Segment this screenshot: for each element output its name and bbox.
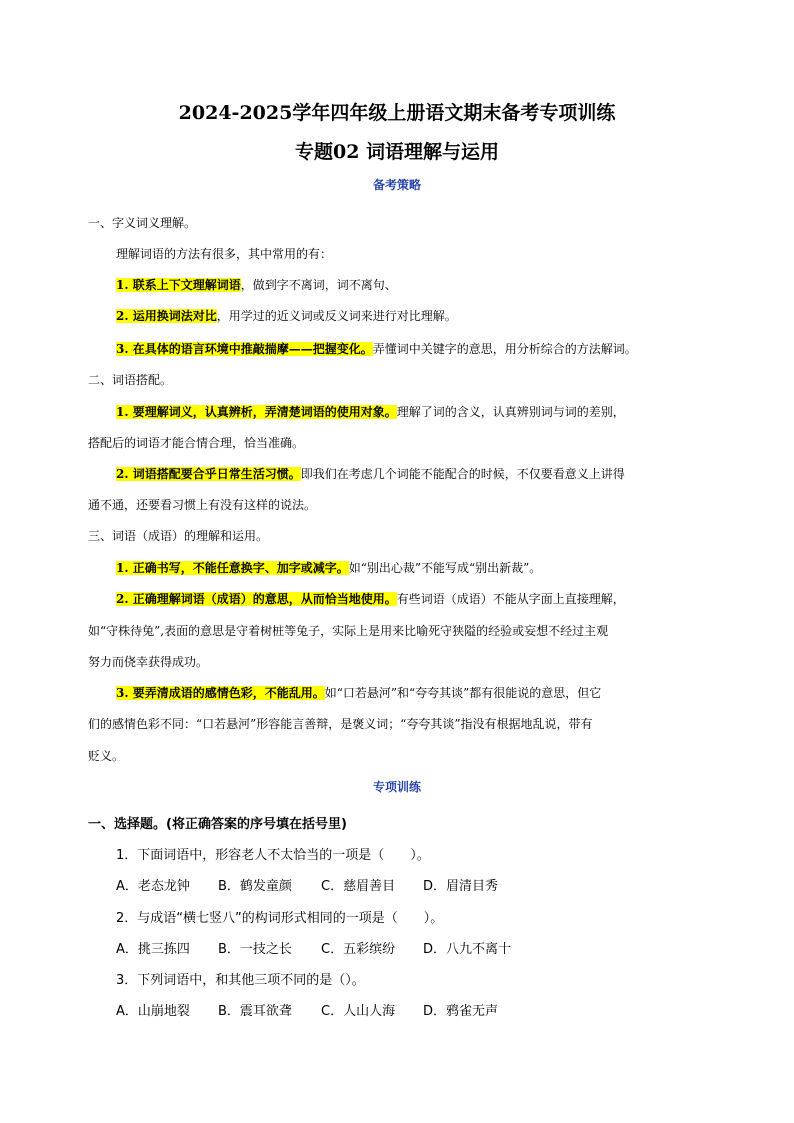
method-3-text: 弄懂词中关键字的意思，用分析综合的方法解词。 [372,342,637,356]
question-2-options [116,942,511,958]
option-b[interactable]: B．一技之长 [218,942,292,957]
collocation-1-highlight: 1. 要理解词义，认真辨析，弄清楚词语的使用对象。 [116,405,397,419]
method-1-highlight: 1. 联系上下文理解词语 [116,278,241,292]
training-heading: 专项训练 [372,780,421,794]
idiom-3-highlight: 3. 要弄清成语的感情色彩，不能乱用。 [116,686,325,700]
question-3-stem: 3．下列词语中，和其他三项不同的是（）。 [116,973,365,988]
question-3-options [116,1004,498,1020]
choice-section-title: 一、选择题。(将正确答案的序号填在括号里) [88,817,347,832]
method-1 [116,277,397,293]
idiom-point-1 [116,560,541,576]
collocation-1-continuation: 搭配后的词语才能合情合理，恰当准确。 [88,436,305,450]
option-d[interactable]: D．鸦雀无声 [423,1004,499,1019]
section-2-title: 二、词语搭配。 [88,373,173,387]
method-2-highlight: 2. 运用换词法对比 [116,309,217,323]
option-c[interactable]: C．慈眉善目 [321,879,396,894]
idiom-2-continuation-1: 如“守株待兔”,表面的意思是守着树桩等兔子，实际上是用来比喻死守狭隘的经验或妄想不经过主观 [88,624,609,638]
method-1-text: ，做到字不离词，词不离句、 [240,278,397,292]
page-subtitle: 专题02 词语理解与运用 [294,141,500,163]
option-c[interactable]: C．人山人海 [321,1004,396,1019]
idiom-2-continuation-2: 努力而侥幸获得成功。 [88,655,209,669]
option-a[interactable]: A．山崩地裂 [116,1004,190,1019]
method-2-text: ，用学过的近义词或反义词来进行对比理解。 [216,309,457,323]
idiom-2-text: 有些词语（成语）不能从字面上直接理解， [396,592,625,606]
method-3-highlight: 3. 在具体的语言环境中推敲揣摩——把握变化。 [116,342,373,356]
collocation-point-1 [116,404,625,420]
collocation-2-highlight: 2. 词语搭配要合乎日常生活习惯。 [116,467,301,481]
idiom-2-highlight: 2. 正确理解词语（成语）的意思，从而恰当地使用。 [116,592,397,606]
method-2 [116,308,457,324]
section-1-intro: 理解词语的方法有很多，其中常用的有： [116,247,333,261]
method-3 [116,341,637,357]
idiom-3-continuation-1: 们的感情色彩不同：“口若悬河”形容能言善辩，是褒义词；“夸夸其谈”指没有根据地乱说，带有 [88,717,593,731]
idiom-3-text: 如“口若悬河”和“夸夸其谈”都有很能说的意思，但它 [324,686,602,700]
option-c[interactable]: C．五彩缤纷 [321,942,396,957]
collocation-2-continuation: 通不通，还要看习惯上有没有这样的说法。 [88,498,317,512]
option-a[interactable]: A．挑三拣四 [116,942,190,957]
option-d[interactable]: D．八九不离十 [423,942,512,957]
question-1-stem: 1．下面词语中，形容老人不太恰当的一项是（ ）。 [116,848,430,863]
page-title: 2024-2025学年四年级上册语文期末备考专项训练 [178,102,616,124]
idiom-point-3 [116,685,601,701]
option-b[interactable]: B．鹤发童颜 [218,879,292,894]
collocation-point-2 [116,466,625,482]
idiom-3-continuation-2: 贬义。 [88,749,125,763]
collocation-1-text: 理解了词的含义，认真辨别词与词的差别， [396,405,625,419]
option-b[interactable]: B．震耳欲聋 [218,1004,292,1019]
option-d[interactable]: D．眉清目秀 [423,879,499,894]
section-3-title: 三、词语（成语）的理解和运用。 [88,529,269,543]
option-a[interactable]: A．老态龙钟 [116,879,190,894]
collocation-2-text: 即我们在考虑几个词能不能配合的时候，不仅要看意义上讲得 [300,467,625,481]
idiom-1-text: 如“别出心裁”不能写成“别出新裁”。 [348,561,542,575]
section-1-title: 一、字义词义理解。 [88,216,197,230]
idiom-point-2 [116,591,625,607]
question-2-stem: 2．与成语“横七竖八”的构词形式相同的一项是（ ）。 [116,911,444,926]
question-1-options [116,879,498,895]
idiom-1-highlight: 1. 正确书写，不能任意换字、加字或减字。 [116,561,349,575]
strategy-heading: 备考策略 [372,178,421,192]
